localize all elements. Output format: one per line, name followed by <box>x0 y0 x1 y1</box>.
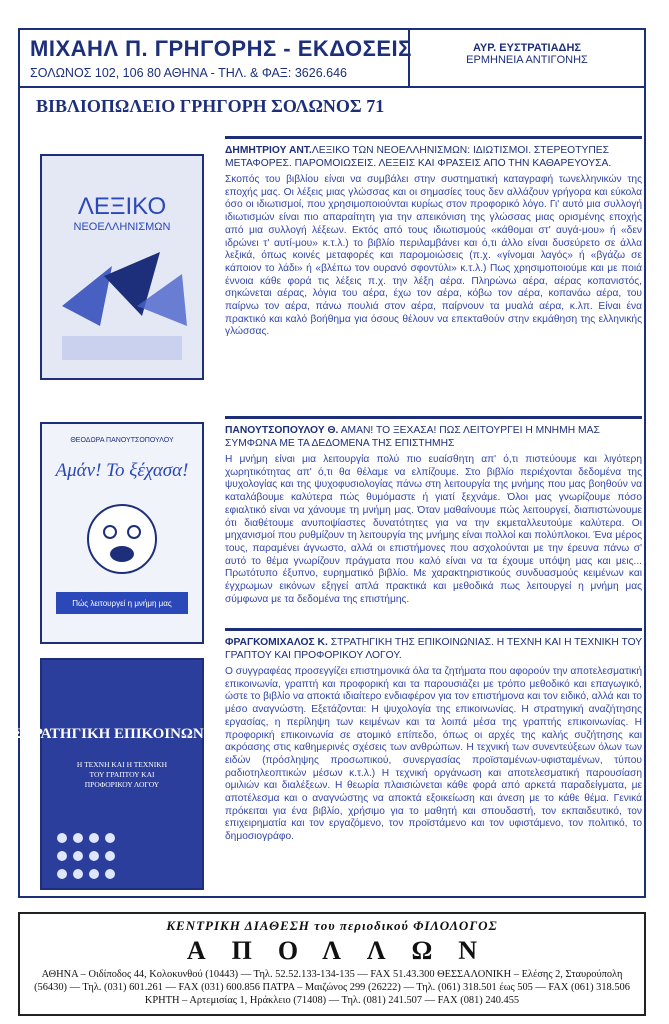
book-2-entry <box>225 416 642 606</box>
book-2-author: ΠΑΝΟΥΤΣΟΠΟΥΛΟΥ Θ. <box>225 425 339 436</box>
cover-2-author: ΘΕΟΔΩΡΑ ΠΑΝΟΥΤΣΟΠΟΥΛΟΥ <box>70 437 174 444</box>
book-3-title: ΦΡΑΓΚΟΜΙΧΑΛΟΣ Κ. ΣΤΡΑΤΗΓΙΚΗ ΤΗΣ ΕΠΙΚΟΙΝΩΝΙΑΣ. Η ΤΕΧΝΗ ΚΑΙ Η ΤΕΧΝΙΚΗ ΤΟΥ ΓΡΑΠΤΟΥ ΚΑΙ ΠΡΟΦΟΡΙΚΟΥ ΛΟΓΟΥ. <box>225 637 642 661</box>
book-cover-3 <box>13 658 231 890</box>
book-cover-3-art <box>13 660 231 888</box>
publisher-name: ΜΙΧΑΗΛ Π. ΓΡΗΓΟΡΗΣ - ΕΚΔΟΣΕΙΣ <box>30 36 412 61</box>
page-frame <box>13 28 646 898</box>
footer-brand: ΑΠΟΛΛΩΝ <box>186 936 504 965</box>
bookshop-title: ΒΙΒΛΙΟΠΩΛΕΙΟ ΓΡΗΓΟΡΗ ΣΟΛΩΝΟΣ 71 <box>36 96 385 116</box>
book-1-description: Σκοπός του βιβλίου είναι να συμβάλει στην συστηματική καταγραφή τωνελληνικών της εποχής μας. Οι λέξεις μιας γλώσσας και οι σημασίες τους δεν αλλάζουν γρήγορα και εύκολα όσο οι ιδιωτισμοί, που χρησιμοποιούνται κυρίως στον προφορικό λόγο. Γι' αυτό μια συλλογή ιδιωτισμών είναι πιο απαραίτητη για την απεικόνιση της γλώσσας μιας ορισμένης εποχής από μια συλλογή λέξεων. Εκτός από τους ιδιωτισμούς «κάθομαι στ' αυγά-μου» ή «δεν ιδρώνει τ' αυτί-μου» κ.τ.λ.) το βιβλίο περιλαμβάνει και ό,τι άλλο είναι δυσεύρετο σε άλλα λεξικά, όπως κοινές μεταφορές και παρομοιώσεις (π.χ. «γίνομαι λαγός» ή «βγάζω σε κάποιον το λάδι» ή «βλέπω τον ουρανό σφοντύλι» κ.τ.λ.) Πως χρησιμοποιούμε και με ποιά έννοια κάθε φορά τις λέξεις π.χ. την λέξη αέρα. Πληρώνω αέρα, αέρας κοπανιστός, σηκώνεται αέρας, λόγια του αέρα, έχω τον αέρα, κόβω τον αέρα, κοπανάω αέρα, του παίρνω τον αέρα, πάνω πουλιά στον αέρα, παίρνουν τα μυαλά αέρα, κ.λπ. Είναι ένα πρακτικό και καλό βοήθημα για όσους θέλουν να επεκταθούν στην εκμάθηση της ελληνικής γλώσσας. <box>225 174 642 338</box>
book-3-author: ΦΡΑΓΚΟΜΙΧΑΛΟΣ Κ. <box>225 637 328 648</box>
book-2-title: ΠΑΝΟΥΤΣΟΠΟΥΛΟΥ Θ. ΑΜΑΝ! ΤΟ ΞΕΧΑΣΑ! ΠΩΣ ΛΕΙΤΟΥΡΓΕΙ Η ΜΝΗΜΗ ΜΑΣ ΣΥΜΦΩΝΑ ΜΕ ΤΑ ΔΕΔΟΜΕΝΑ ΤΗΣ ΕΠΙΣΤΗΜΗΣ <box>225 425 600 449</box>
header-right-line2: ΕΡΜΗΝΕΙΑ ΑΝΤΙΓΟΝΗΣ <box>466 54 588 66</box>
book-1-entry <box>225 136 642 339</box>
cover-2-title: Αμάν! Το ξέχασα! <box>55 460 189 481</box>
footer-addresses: ΑΘΗΝΑ – Οιδίποδος 44, Κολοκυνθού (10443) — Τηλ. 52.52.133-134-135 — FAX 51.43.300 ΘΕΣΣΑΛΟΝΙΚΗ – Ελέσης 2, Σταυρούπολη (56430) — Τηλ. (031) 601.261 — FAX (031) 600.856 ΠΑΤΡΑ – Μαιζώνος 299 (26222) — Τηλ. (061) 318.501 έως 505 — FAX (061) 318.506 ΚΡΗΤΗ – Αρτεμισίας 1, Ηράκλειο (71408) — Τηλ. (081) 241.507 — FAX (081) 240.455 <box>34 969 630 1006</box>
book-cover-1-art <box>42 156 202 378</box>
divider-rule <box>225 628 642 631</box>
book-2-description: Η μνήμη είναι μια λειτουργία πολύ πιο ευαίσθητη απ' ό,τι πιστεύουμε και λιγότερη χωρητικότητας απ' ό,τι θα θέλαμε να ελπίζουμε. Στο βιβλίο περιέχονται δεδομένα της ψυχολογίας και της ψυχοφυσιολογίας πάνω στη λειτουργία της μνήμης που μας βοηθούν να καταλάβουμε καλύτερα πώς θυμόμαστε ή γιατί ξεχνάμε. Όλοι μας γνωρίζουμε πόσο εφιαλτικό είναι να χάνουμε τη μνήμη μας. Όταν μαθαίνουμε πώς λειτουργεί, διαπιστώνουμε ότι διαθέτουμε ανυποψίαστες δυνατότητες για να την εκμεταλλευτούμε καλύτερα. Οι μηχανισμοί που ρυθμίζουν τη λειτουργία της μνήμης είναι πολλοί και πολύπλοκοι. Ένα μέρος τους, παραμένει άγνωστο, αλλά οι επιστήμονες που ασχολούνται με την έρευνα πάνω σ' αυτό το θέμα γνωρίζουν πράγματα που καλό είναι να τα έχουμε υπόψη μας και μεις... Πρωτότυπο έξυπνο, ευρηματικό βιβλίο. Με χαρακτηριστικούς συνδυασμούς κειμένων και έγχρωμων εικόνων εξηγεί απλά πρακτικά και μεθοδικά πως λειτουργεί η μνήμη μας σύμφωνα με τα δεδομένα της επιστήμης. <box>225 454 642 605</box>
book-cover-1 <box>40 154 204 380</box>
divider-rule <box>225 136 642 139</box>
book-cover-2-art <box>42 424 202 642</box>
book-3-description: Ο συγγραφέας προσεγγίζει επιστημονικά όλα τα ζητήματα που αφορούν την αποτελεσματική επικοινωνία, γραπτή και προφορική και τα παρουσιάζει με τρόπο μεθοδικό και επαγωγικό, ώστε το βιβλίο να αποκτά ιδιαίτερο ενδιαφέρον για τον επιστήμονα και τον ειδικό, αλλά και το μέσο αναγνώστη. Εξετάζονται: Η ψυχολογία της επικοινωνίας. Η στρατηγική αναζήτησης εργασίας, η περίληψη των κειμένων και τα λοιπά μέσα της γραπτής επικοινωνίας. Η προφορική επικοινωνία σε ατομικό επίπεδο, όπως οι αρχές της καλής συζήτησης και ακρόασης στις καθημερινές σχέσεις των ανθρώπων. Η τεχνική των συνεντεύξεων όλων των ειδών (πρόσληψης προσωπικού, συνεργασίας προϊσταμένων-υφισταμένων, τύπου ραδιοτηλεοπτικών μέσων κ.τ.λ.) Η τεχνική οργάνωση και αποτελεσματική παρουσίαση ομιλιών και διαλέξεων. Η θεωρία πλαισιώνεται κάθε φορά από αρκετά παραδείγματα, με αποτέλεσμα και ο αναγνώστης να αποκτά εξοικείωση και άνεση με το κάθε θέμα. Γενικά πρόκειται για ένα βιβλίο, χρήσιμο για το μαθητή και σπουδαστή, τον εκπαιδευτικό, τον επιχειρηματία και τον εργαζόμενο, τον προϊστάμενο και τον υφιστάμενο, τον πολιτικό, το δημοσιογράφο. <box>225 666 642 843</box>
book-1-title: ΔΗΜΗΤΡΙΟΥ ΑΝΤ.ΛΕΞΙΚΟ ΤΩΝ ΝΕΟΕΛΛΗΝΙΣΜΩΝ: ΙΔΙΩΤΙΣΜΟΙ. ΣΤΕΡΕΟΤΥΠΕΣ ΜΕΤΑΦΟΡΕΣ. ΠΑΡΟΜΟΙΩΣΕΙΣ. ΛΕΞΕΙΣ ΚΑΙ ΦΡΑΣΕΙΣ ΑΠΟ ΤΗΝ ΚΑΘΑΡΕΥΟΥΣΑ. <box>225 145 612 169</box>
book-cover-2 <box>40 422 204 644</box>
cover-1-subtitle: ΝΕΟΕΛΛΗΝΙΣΜΩΝ <box>73 221 171 233</box>
header-right-line1: ΑΥΡ. ΕΥΣΤΡΑΤΙΑΔΗΣ <box>472 42 582 54</box>
cover-1-title: ΛΕΞΙΚΟ <box>77 193 167 220</box>
book-3-entry <box>225 628 642 844</box>
publisher-address: ΣΟΛΩΝΟΣ 102, 106 80 ΑΘΗΝΑ - ΤΗΛ. & ΦΑΞ: 3626.646 <box>30 66 347 80</box>
footer-heading: ΚΕΝΤΡΙΚΗ ΔΙΑΘΕΣΗ του περιοδικού ΦΙΛΟΛΟΓΟΣ <box>166 918 498 933</box>
divider-rule <box>225 416 642 419</box>
cover-3-title: ΣΤΡΑΤΗΓΙΚΗ ΕΠΙΚΟΙΝΩΝΙΑΣ <box>13 726 231 742</box>
header-right-box <box>410 30 644 88</box>
book-1-author: ΔΗΜΗΤΡΙΟΥ ΑΝΤ. <box>225 145 312 156</box>
cover-2-subtitle: Πώς λειτουργεί η μνήμη μας <box>72 599 172 608</box>
cover-3-subtitle: Η ΤΕΧΝΗ ΚΑΙ Η ΤΕΧΝΙΚΗ ΤΟΥ ΓΡΑΠΤΟΥ ΚΑΙ ΠΡΟΦΟΡΙΚΟΥ ΛΟΓΟΥ <box>76 760 168 789</box>
distribution-footer <box>18 912 646 1016</box>
publisher-header <box>20 30 410 88</box>
